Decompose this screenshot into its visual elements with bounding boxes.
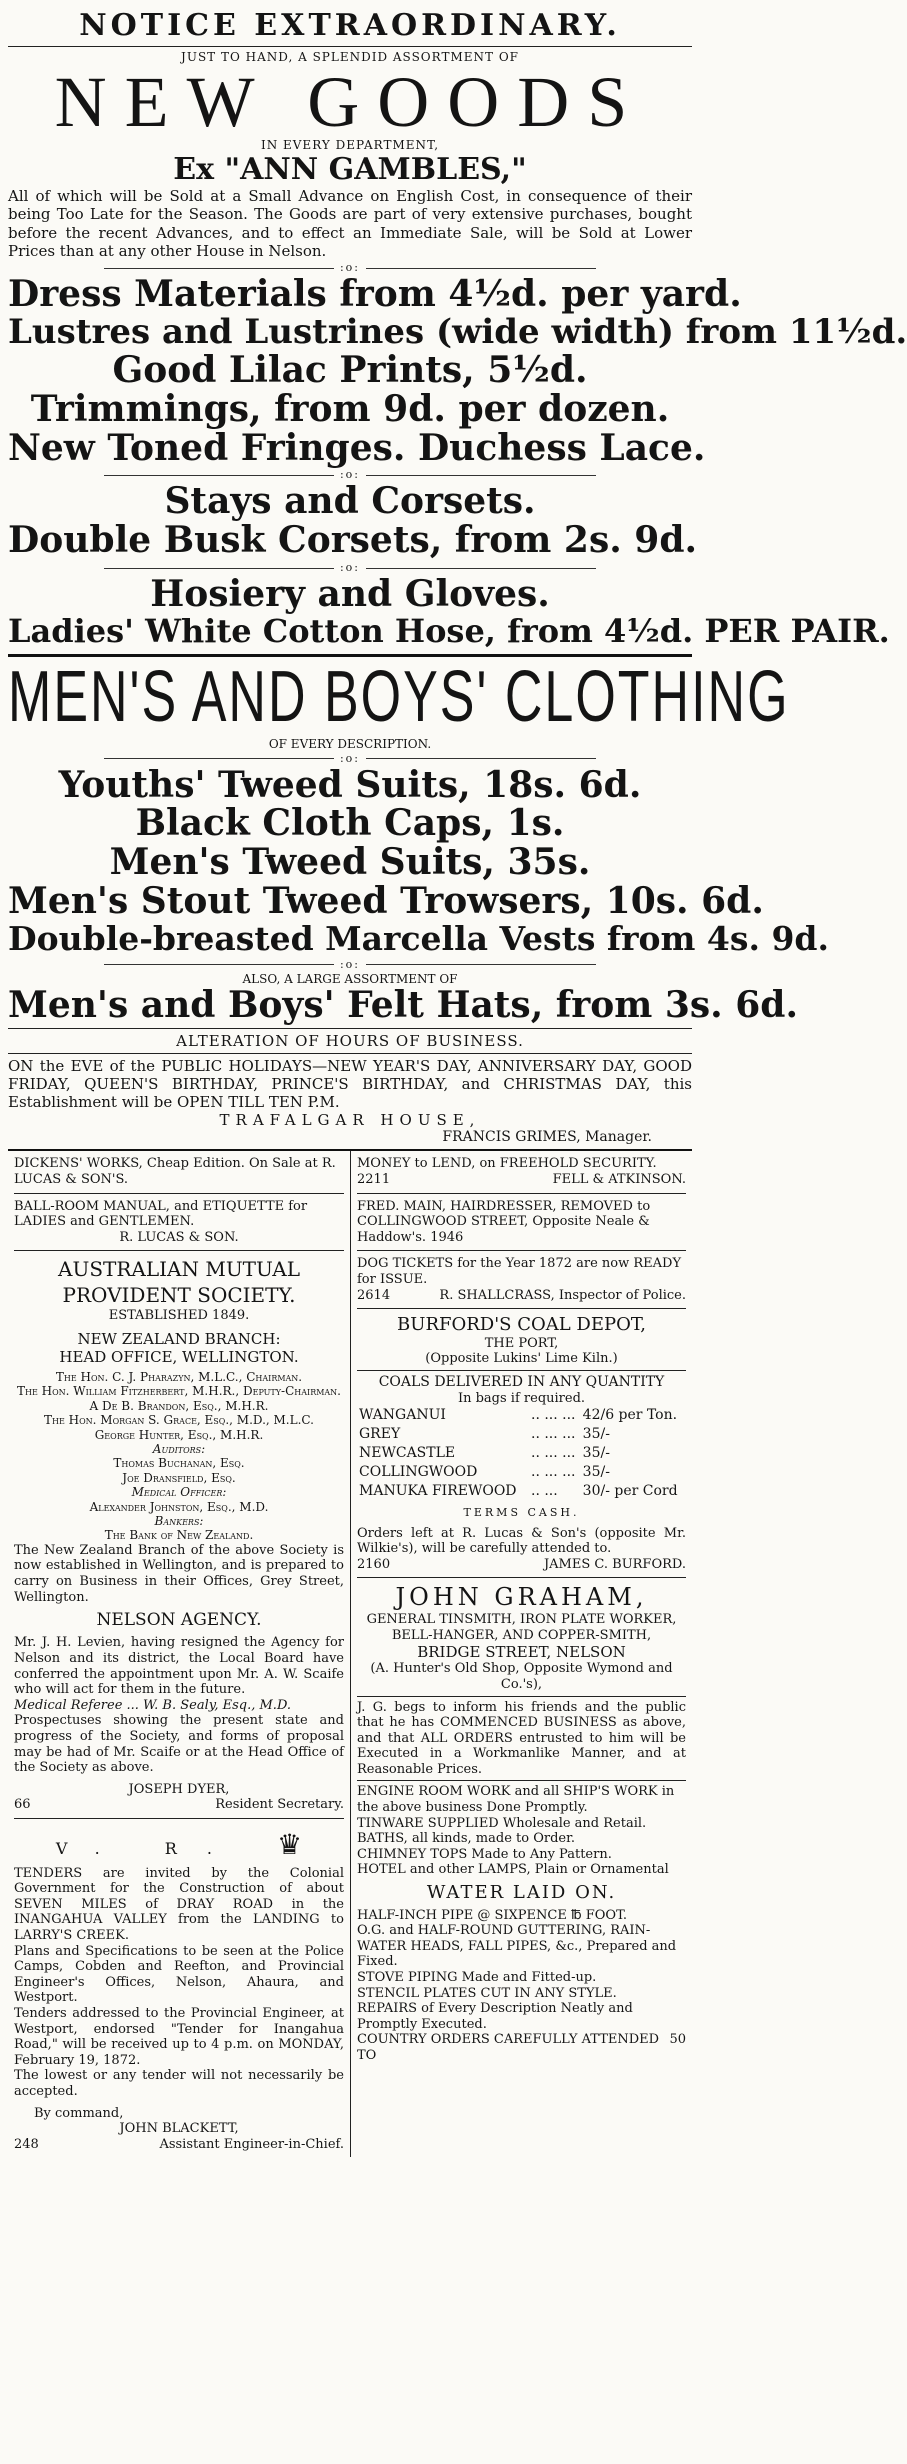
ad-number: 248: [14, 2136, 39, 2152]
coal-price: 30/- per Cord: [582, 1482, 678, 1499]
line: Dress Materials from 4½d. per yard.: [8, 273, 742, 316]
notice-sub: IN EVERY DEPARTMENT,: [260, 138, 440, 152]
list-item: STOVE PIPING Made and Fitted-up.: [357, 1970, 597, 1986]
blackett-line: [14, 2137, 344, 2153]
line: New Toned Fringes. Duchess Lace.: [8, 426, 706, 469]
water-laid-on: WATER LAID ON.: [426, 1882, 617, 1904]
line: Good Lilac Prints, 5½d.: [112, 348, 588, 391]
line: Hosiery and Gloves.: [150, 573, 550, 616]
list-item: HOTEL and other LAMPS, Plain or Ornamental: [357, 1862, 669, 1878]
ornament-divider: :o:: [8, 752, 692, 765]
tender-paragraph: TENDERS are invited by the Colonial Government for the Construction of about SEVEN MILES of DRAY ROAD in the INANGAHUA VALLEY from the LANDING to LARRY'S CREEK.: [14, 1865, 344, 1943]
ad-number: 1946: [430, 1229, 464, 1245]
coal-price: 42/6 per Ton.: [582, 1407, 678, 1424]
list-item: O.G. and HALF-ROUND GUTTERING, RAIN-WATER HEADS, FALL PIPES, &c., Prepared and Fixed.: [357, 1923, 677, 1970]
medical-referee: Medical Referee ... W. B. Sealy, Esq., M.D.: [14, 1697, 292, 1713]
terms-cash: TERMS CASH.: [463, 1506, 580, 1520]
table-row: GREY .. ... ... 35/-: [357, 1425, 686, 1444]
orders-signature: JAMES C. BURFORD.: [543, 1556, 686, 1572]
trafalgar-house: TRAFALGAR HOUSE,: [219, 1111, 481, 1130]
graham-title: JOHN GRAHAM,: [395, 1583, 648, 1612]
nz-branch: NEW ZEALAND BRANCH:: [77, 1330, 281, 1349]
bankers: The Bank of New Zealand.: [104, 1528, 254, 1543]
bankers-label: Bankers:: [154, 1513, 204, 1528]
list-item: TINWARE SUPPLIED Wholesale and Retail.: [357, 1815, 647, 1831]
by-command: By command,: [34, 2105, 124, 2121]
coal-name: GREY: [359, 1426, 401, 1443]
services-list: [357, 1784, 686, 1878]
ad-number: 66: [14, 1797, 31, 1813]
amp-title: AUSTRALIAN MUTUAL PROVIDENT SOCIETY.: [58, 1257, 300, 1308]
ad-number: 2211: [357, 1172, 391, 1188]
amp-society-ad: [14, 1251, 344, 1819]
coal-price: 35/-: [582, 1463, 610, 1480]
secretary-title: Resident Secretary.: [215, 1797, 344, 1813]
hats-line: Men's and Boys' Felt Hats, from 3s. 6d.: [8, 983, 798, 1026]
list-item: BATHS, all kinds, made to Order.: [357, 1831, 576, 1847]
coal-name: MANUKA FIREWOOD: [359, 1482, 517, 1499]
officer: The Hon. C. J. Pharazyn, M.L.C., Chairman.: [55, 1370, 303, 1385]
branch-paragraph: The New Zealand Branch of the above Society is now established in Wellington, and is prepared to carry on Business in their Offices, Grey Street, Wellington.: [14, 1542, 344, 1605]
coal-price: 35/-: [582, 1426, 610, 1443]
jg-paragraph: J. G. begs to inform his friends and the public that he has COMMENCED BUSINESS as above, and that ALL ORDERS entrusted to him will be Executed in a Workmanlike Manner, and at Reasonable Prices.: [357, 1699, 686, 1777]
coal-name: NEWCASTLE: [359, 1444, 456, 1461]
notice-paragraph: All of which will be Sold at a Small Advance on English Cost, in consequence of their being Too Late for the Season. The Goods are part of very extensive purchases, bought before the recent Advances, and to effect an Immediate Sale, will be Sold at Lower Prices than at any other House in Nelson.: [8, 187, 692, 260]
dog-text: DOG TICKETS for the Year 1872 are now READY for ISSUE.: [357, 1256, 682, 1288]
right-column: [350, 1151, 692, 2157]
final-line: [357, 2032, 686, 2063]
prospectus-paragraph: Prospectuses showing the present state and progress of the Society, and forms of proposal may be had of Mr. Scaife or at the Head Office of the Society as above.: [14, 1713, 344, 1776]
list-item: REPAIRS of Every Description Neatly and Promptly Executed.: [357, 2001, 633, 2032]
line: Ladies' White Cotton Hose, from 4½d. PER PAIR.: [8, 612, 890, 651]
money-text: MONEY to LEND, on FREEHOLD SECURITY.: [357, 1156, 657, 1172]
dress-lines: [8, 273, 907, 469]
list-item: COUNTRY ORDERS CAREFULLY ATTENDED TO: [357, 2032, 660, 2063]
ballroom-ad: [14, 1194, 344, 1252]
dog-tickets-ad: [357, 1251, 686, 1309]
line: Trimmings, from 9d. per dozen.: [30, 387, 670, 430]
bridge-street: BRIDGE STREET, NELSON: [417, 1643, 626, 1662]
crown-icon: ♛: [277, 1828, 303, 1862]
officer: George Hunter, Esq., M.H.R.: [94, 1427, 264, 1442]
line: Men's Stout Tweed Trowsers, 10s. 6d.: [8, 880, 764, 923]
orders-line: [357, 1557, 686, 1573]
line: Lustres and Lustrines (wide width) from 11½d.: [8, 312, 907, 353]
classified-columns: [8, 1149, 692, 2157]
list-item: ENGINE ROOM WORK and all SHIP'S WORK in the above business Done Promptly.: [357, 1784, 675, 1816]
notice-extraordinary-ad: [8, 8, 907, 1146]
orders-text: Orders left at R. Lucas & Son's (opposite Mr. Wilkie's), will be carefully attended to.: [357, 1525, 686, 1557]
notice-intro: JUST TO HAND, A SPLENDID ASSORTMENT OF: [181, 50, 519, 64]
also-line: ALSO, A LARGE ASSORTMENT OF: [242, 971, 458, 986]
medical-label: Medical Officer:: [131, 1485, 227, 1500]
hunter-line: (A. Hunter's Old Shop, Opposite Wymond and Co.'s),: [370, 1661, 673, 1692]
coal-name: WANGANUI: [359, 1407, 446, 1424]
blackett-name: JOHN BLACKETT,: [119, 2121, 239, 2137]
table-row: WANGANUI .. ... ... 42/6 per Ton.: [357, 1406, 686, 1425]
tenders-address: Tenders addressed to the Provincial Engineer, at Westport, endorsed "Tender for Inangahua Road," will be received up to 4 p.m. on MONDAY, February 19, 1872.: [14, 2005, 344, 2068]
manager-line: FRANCIS GRIMES, Manager.: [442, 1129, 652, 1146]
lowest-tender: The lowest or any tender will not necessarily be accepted.: [14, 2068, 344, 2099]
notice-title: NOTICE EXTRAORDINARY.: [79, 8, 621, 43]
ad-number: 2160: [357, 1556, 391, 1572]
line: Black Cloth Caps, 1s.: [135, 802, 565, 845]
bags-line: In bags if required.: [457, 1390, 586, 1406]
coal-price: 35/-: [582, 1444, 610, 1461]
blackett-title: Assistant Engineer-in-Chief.: [159, 2136, 344, 2152]
dickens-ad: DICKENS' WORKS, Cheap Edition. On Sale at R. LUCAS & SON'S.: [14, 1151, 344, 1193]
burford-coal-ad: [357, 1309, 686, 1578]
clothing-sub: OF EVERY DESCRIPTION.: [268, 736, 432, 751]
ornament-divider: :o:: [8, 958, 692, 971]
table-row: MANUKA FIREWOOD .. ... 30/- per Cord: [357, 1482, 686, 1501]
auditors-label: Auditors:: [152, 1441, 206, 1456]
coal-price-table: [357, 1406, 686, 1500]
line: Double-breasted Marcella Vests from 4s. 9d.: [8, 919, 829, 959]
ornament-divider: :o:: [8, 468, 692, 481]
holiday-paragraph: ON the EVE of the PUBLIC HOLIDAYS—NEW YEAR'S DAY, ANNIVERSARY DAY, GOOD FRIDAY, QUEEN'S BIRTHDAY, PRINCE'S BIRTHDAY, and CHRISTMAS DAY, this Establishment will be OPEN TILL TEN P.M.: [8, 1056, 692, 1112]
officer: The Hon. Morgan S. Grace, Esq., M.D., M.L.C.: [44, 1413, 314, 1428]
money-ad: [357, 1151, 686, 1193]
medical-officer: Alexander Johnston, Esq., M.D.: [89, 1499, 269, 1514]
dog-line: [357, 1288, 686, 1304]
tinsmith-line: GENERAL TINSMITH, IRON PLATE WORKER, BELL-HANGER, AND COPPER-SMITH,: [366, 1612, 677, 1643]
headline-new-goods: NEW GOODS: [54, 62, 646, 142]
alteration-line: ALTERATION OF HOURS OF BUSINESS.: [176, 1031, 524, 1050]
services-list-2: [357, 1908, 686, 2064]
ship-name: Ex "ANN GAMBLES,": [173, 152, 527, 187]
line: Men's Tweed Suits, 35s.: [109, 841, 591, 884]
ornament-divider: :o:: [8, 561, 692, 574]
ballroom-text: BALL-ROOM MANUAL, and ETIQUETTE for LADIES and GENTLEMEN.: [14, 1198, 308, 1230]
auditor: Joe Dransfield, Esq.: [122, 1470, 236, 1485]
table-row: NEWCASTLE .. ... ... 35/-: [357, 1444, 686, 1463]
ad-number: 2614: [357, 1287, 391, 1303]
coals-delivered: COALS DELIVERED IN ANY QUANTITY: [378, 1374, 665, 1390]
nelson-agency: NELSON AGENCY.: [96, 1610, 262, 1631]
clothing-headline: MEN'S AND BOYS' CLOTHING: [8, 656, 790, 738]
agency-paragraph: Mr. J. H. Levien, having resigned the Agency for Nelson and its district, the Local Board have conferred the appointment upon Mr. A. W. Scaife who will act for them in the future.: [14, 1635, 344, 1698]
dog-signature: R. SHALLCRASS, Inspector of Police.: [439, 1287, 686, 1303]
royal-crest: V. R. ♛: [55, 1828, 303, 1862]
head-office: HEAD OFFICE, WELLINGTON.: [59, 1348, 299, 1367]
ornament-divider: :o:: [8, 261, 692, 274]
line: Stays and Corsets.: [164, 480, 536, 523]
ballroom-signature: R. LUCAS & SON.: [119, 1229, 239, 1245]
burford-title: BURFORD'S COAL DEPOT,: [397, 1314, 646, 1336]
secretary-line: [14, 1797, 344, 1813]
burford-opposite: (Opposite Lukins' Lime Kiln.): [425, 1351, 618, 1367]
line: Youths' Tweed Suits, 18s. 6d.: [58, 763, 642, 806]
table-row: COLLINGWOOD .. ... ... 35/-: [357, 1463, 686, 1482]
money-line: [357, 1172, 686, 1188]
hairdresser-ad: [357, 1194, 686, 1252]
left-column: [8, 1151, 350, 2157]
hairdresser-text: FRED. MAIN, HAIRDRESSER, REMOVED to COLLINGWOOD STREET, Opposite Neale & Haddow's.: [357, 1198, 651, 1245]
list-item: HALF-INCH PIPE @ SIXPENCE ℔ FOOT.: [357, 1907, 627, 1923]
line: Double Busk Corsets, from 2s. 9d.: [8, 519, 698, 562]
list-item: STENCIL PLATES CUT IN ANY STYLE.: [357, 1985, 617, 2001]
established: ESTABLISHED 1849.: [108, 1308, 250, 1324]
tender-ad: [14, 1819, 344, 2157]
coal-name: COLLINGWOOD: [359, 1463, 478, 1480]
auditor: Thomas Buchanan, Esq.: [113, 1456, 245, 1471]
money-signature: FELL & ATKINSON.: [552, 1172, 686, 1188]
officer: A De B. Brandon, Esq., M.H.R.: [89, 1398, 269, 1413]
officer: The Hon. William Fitzherbert, M.H.R., Deputy-Chairman.: [16, 1384, 341, 1399]
list-item: CHIMNEY TOPS Made to Any Pattern.: [357, 1846, 612, 1862]
burford-port: THE PORT,: [484, 1335, 559, 1351]
plans-paragraph: Plans and Specifications to be seen at the Police Camps, Cobden and Reefton, and Provincial Engineer's Offices, Nelson, Ahaura, and Westport.: [14, 1943, 344, 2006]
secretary-name: JOSEPH DYER,: [128, 1781, 230, 1797]
officers: [14, 1370, 344, 1543]
graham-tinsmith-ad: [357, 1578, 686, 2068]
ad-number: 50: [669, 2032, 686, 2048]
